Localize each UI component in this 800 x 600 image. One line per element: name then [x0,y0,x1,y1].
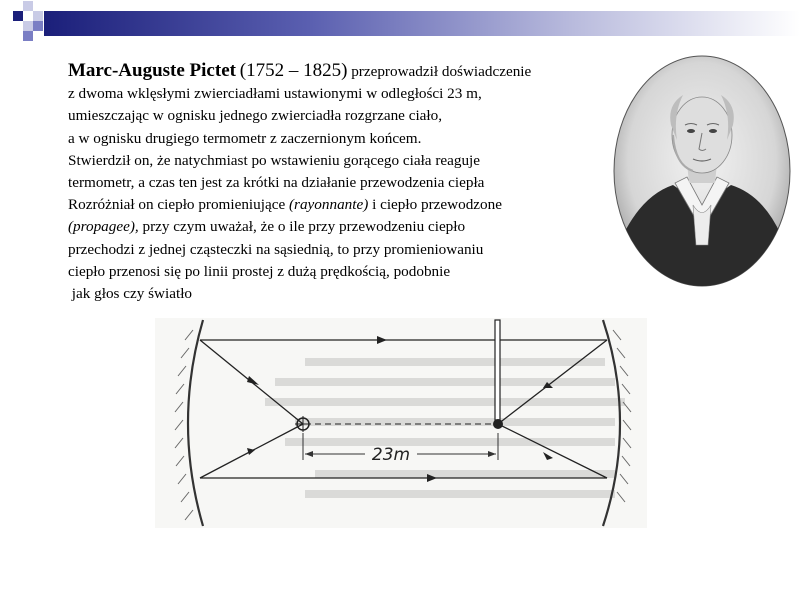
header-square [33,11,43,21]
header-square [33,21,43,31]
text-fragment: i ciepło przewodzone [368,196,502,214]
distance-dimension [303,433,498,465]
text-line-7 [68,194,628,216]
text-line-5: Stwierdził on, że natychmiast po wstawieniu gorącego ciała reaguje [68,151,481,169]
text-line-8 [68,216,628,238]
experiment-diagram [155,318,647,528]
diagram-background-texture [265,358,625,498]
text-line-11: jak głos czy światło [68,285,193,303]
thermometer-icon [493,320,503,429]
text-fragment: przeprowadził doświadczenie [351,63,532,80]
text-line-9: przechodzi z jednej cząsteczki na sąsiednią, to przy promieniowaniu [68,240,484,258]
header-gradient-bar [44,11,800,36]
header-square [23,21,33,31]
text-line-4: a w ognisku drugiego termometr z zaczernionym końcem. [68,129,422,147]
person-years: (1752 – 1825) [239,60,348,81]
header-square [23,1,33,11]
text-line-6: termometr, a czas ten jest za krótki na działanie przewodzenia ciepła [68,174,485,192]
text-line-3: umieszczając w ognisku jednego zwierciadła rozgrzane ciało, [68,107,443,125]
text-line-10: ciepło przenosi się po linii prostej z dużą prędkością, podobnie [68,262,451,280]
italic-term: (propagee), [68,218,139,236]
text-fragment: Rozróżniał on ciepło promieniujące [68,196,289,214]
text-line-2: z dwoma wklęsłymi zwierciadłami ustawionymi w odległości 23 m, [68,85,482,103]
left-mirror [175,320,203,526]
italic-term: (rayonnante) [288,196,369,214]
portrait-image [613,55,791,288]
text-fragment: przy czym uważał, że o ile przy przewodzeniu ciepło [138,218,466,236]
text-line-1 [68,60,628,83]
slide-body-text [68,60,628,305]
distance-label: 23m [371,445,411,465]
header-square [13,11,23,21]
person-name: Marc-Auguste Pictet [68,60,236,81]
header-square [23,31,33,41]
